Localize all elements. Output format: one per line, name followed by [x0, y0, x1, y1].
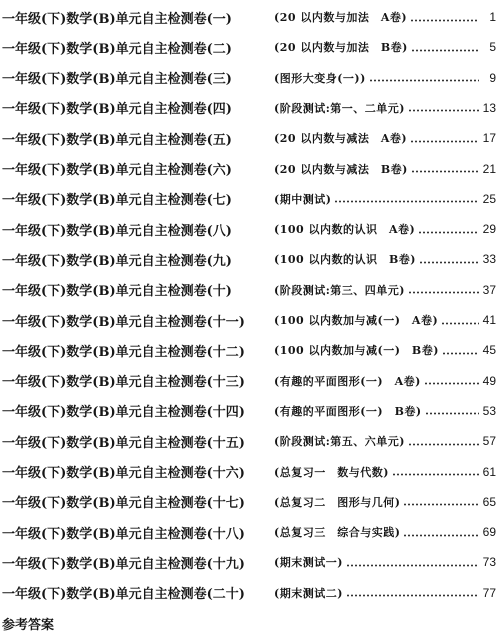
toc-entry[interactable]: [2, 158, 496, 180]
toc-entry-page-number: 69: [482, 525, 496, 540]
toc-entry-title: 一年级(下)数学(B)单元自主检测卷(十一): [2, 314, 245, 330]
toc-entry-subtitle: (总复习二 图形与几何): [274, 495, 401, 509]
toc-entry-page-number: 25: [482, 191, 496, 206]
toc-entry-subtitle: (20 以内数与减法 B卷): [274, 162, 408, 176]
toc-entry-title: 一年级(下)数学(B)单元自主检测卷(十四): [2, 405, 245, 421]
toc-entry-title: 一年级(下)数学(B)单元自主检测卷(十二): [2, 344, 245, 360]
toc-entry-title: 一年级(下)数学(B)单元自主检测卷(四): [2, 102, 232, 118]
toc-entry[interactable]: [2, 430, 496, 452]
toc-entry-page-number: 33: [482, 252, 496, 267]
dot-leader: [346, 594, 479, 597]
answers-heading: 参考答案: [2, 618, 55, 633]
toc-entry-title: 一年级(下)数学(B)单元自主检测卷(五): [2, 132, 232, 148]
toc-entry-subtitle: (阶段测试:第五、六单元): [274, 435, 405, 449]
toc-entry-subtitle: (20 以内数与减法 A卷): [274, 132, 408, 146]
toc-entry-page-number: 5: [489, 40, 496, 55]
toc-entry-page-number: 17: [482, 131, 496, 146]
dot-leader: [392, 473, 479, 476]
toc-entry-title: 一年级(下)数学(B)单元自主检测卷(十三): [2, 375, 245, 391]
toc-entry-page-number: 45: [482, 343, 496, 358]
toc-entry[interactable]: [2, 279, 496, 301]
toc-entry[interactable]: [2, 248, 496, 270]
dot-leader: [408, 291, 479, 294]
dot-leader: [346, 564, 479, 567]
toc-entry-title: 一年级(下)数学(B)单元自主检测卷(十七): [2, 496, 245, 512]
toc-entry-title: 一年级(下)数学(B)单元自主检测卷(七): [2, 193, 232, 209]
toc-entry-title: 一年级(下)数学(B)单元自主检测卷(一): [2, 11, 232, 27]
toc-entry-subtitle: (100 以内数的认识 A卷): [274, 223, 416, 237]
toc-entry-title: 一年级(下)数学(B)单元自主检测卷(三): [2, 72, 232, 88]
dot-leader: [403, 503, 479, 506]
toc-entry-subtitle: (期末测试一): [274, 556, 343, 570]
toc-entry-subtitle: (总复习一 数与代数): [274, 465, 389, 479]
toc-entry-page-number: 53: [482, 403, 496, 418]
toc-entry-page-number: 77: [482, 585, 496, 600]
toc-entry-page-number: 21: [482, 161, 496, 176]
toc-entry-page-number: 9: [489, 70, 496, 85]
toc-entry-title: 一年级(下)数学(B)单元自主检测卷(二): [2, 41, 232, 57]
toc-entry[interactable]: [2, 97, 496, 119]
dot-leader: [425, 412, 479, 415]
toc-entry-page-number: 49: [482, 373, 496, 388]
dot-leader: [408, 443, 479, 446]
dot-leader: [334, 200, 479, 203]
toc-entry-page-number: 29: [482, 222, 496, 237]
toc-entry[interactable]: [2, 339, 496, 361]
dot-leader: [418, 231, 479, 234]
dot-leader: [369, 79, 479, 82]
toc-entry[interactable]: [2, 6, 496, 28]
toc-entry-page-number: 73: [482, 555, 496, 570]
toc-entry-subtitle: (20 以内数与加法 A卷): [274, 11, 408, 24]
toc-entry-page-number: 37: [482, 282, 496, 297]
toc-entry-subtitle: (阶段测试:第一、二单元): [274, 101, 405, 115]
toc-entry[interactable]: [2, 551, 496, 573]
toc-entry-subtitle: (100 以内数的认识 B卷): [274, 253, 416, 267]
toc-entry[interactable]: [2, 400, 496, 422]
toc-entry-title: 一年级(下)数学(B)单元自主检测卷(八): [2, 223, 232, 239]
toc-entry-subtitle: (阶段测试:第三、四单元): [274, 283, 405, 297]
dot-leader: [442, 352, 479, 355]
toc-entry-subtitle: (100 以内数加与减(一) B卷): [274, 344, 439, 358]
toc-entry-title: 一年级(下)数学(B)单元自主检测卷(十): [2, 284, 232, 300]
toc-entry-page-number: 13: [482, 100, 496, 115]
toc-entry-subtitle: (有趣的平面图形(一) A卷): [274, 374, 421, 388]
dot-leader: [403, 534, 479, 537]
toc-entry[interactable]: [2, 36, 496, 58]
toc-entry-subtitle: (期中测试): [274, 192, 332, 206]
dot-leader: [441, 322, 479, 325]
toc-entry[interactable]: [2, 67, 496, 89]
toc-entry-page-number: 61: [482, 464, 496, 479]
toc-entry[interactable]: [2, 491, 496, 513]
dot-leader: [411, 170, 479, 173]
dot-leader: [408, 109, 479, 112]
dot-leader: [419, 261, 479, 264]
toc-entry-page-number: 41: [482, 313, 496, 327]
toc-entry[interactable]: [2, 521, 496, 543]
toc-entry-title: 一年级(下)数学(B)单元自主检测卷(九): [2, 253, 232, 269]
toc-entry-title: 一年级(下)数学(B)单元自主检测卷(六): [2, 163, 232, 178]
toc-entry-title: 一年级(下)数学(B)单元自主检测卷(十八): [2, 526, 245, 542]
toc-entry[interactable]: [2, 127, 496, 149]
toc-entry[interactable]: [2, 582, 496, 604]
toc-entry[interactable]: [2, 370, 496, 392]
toc-entry[interactable]: [2, 218, 496, 240]
dot-leader: [411, 49, 479, 52]
toc-entry-page-number: 1: [489, 10, 496, 24]
toc-entry-title: 一年级(下)数学(B)单元自主检测卷(二十): [2, 587, 245, 603]
toc-entry-subtitle: (100 以内数加与减(一) A卷): [274, 314, 439, 327]
toc-entry-subtitle: (20 以内数与加法 B卷): [274, 41, 408, 55]
toc-entry-subtitle: (图形大变身(一)): [274, 71, 366, 85]
toc-entry-page-number: 65: [482, 494, 496, 509]
toc-entry-subtitle: (总复习三 综合与实践): [274, 526, 401, 540]
dot-leader: [410, 19, 479, 22]
toc-entry-title: 一年级(下)数学(B)单元自主检测卷(十六): [2, 466, 245, 481]
toc-entry-page-number: 57: [482, 434, 496, 449]
toc-entry[interactable]: [2, 309, 496, 331]
toc-entry[interactable]: [2, 188, 496, 210]
dot-leader: [410, 140, 479, 143]
toc-entry-subtitle: (期末测试二): [274, 586, 343, 600]
toc-entry-subtitle: (有趣的平面图形(一) B卷): [274, 404, 422, 418]
toc-entry-title: 一年级(下)数学(B)单元自主检测卷(十五): [2, 435, 245, 451]
toc-entry-title: 一年级(下)数学(B)单元自主检测卷(十九): [2, 556, 245, 572]
toc-entry[interactable]: [2, 461, 496, 483]
dot-leader: [424, 382, 479, 385]
